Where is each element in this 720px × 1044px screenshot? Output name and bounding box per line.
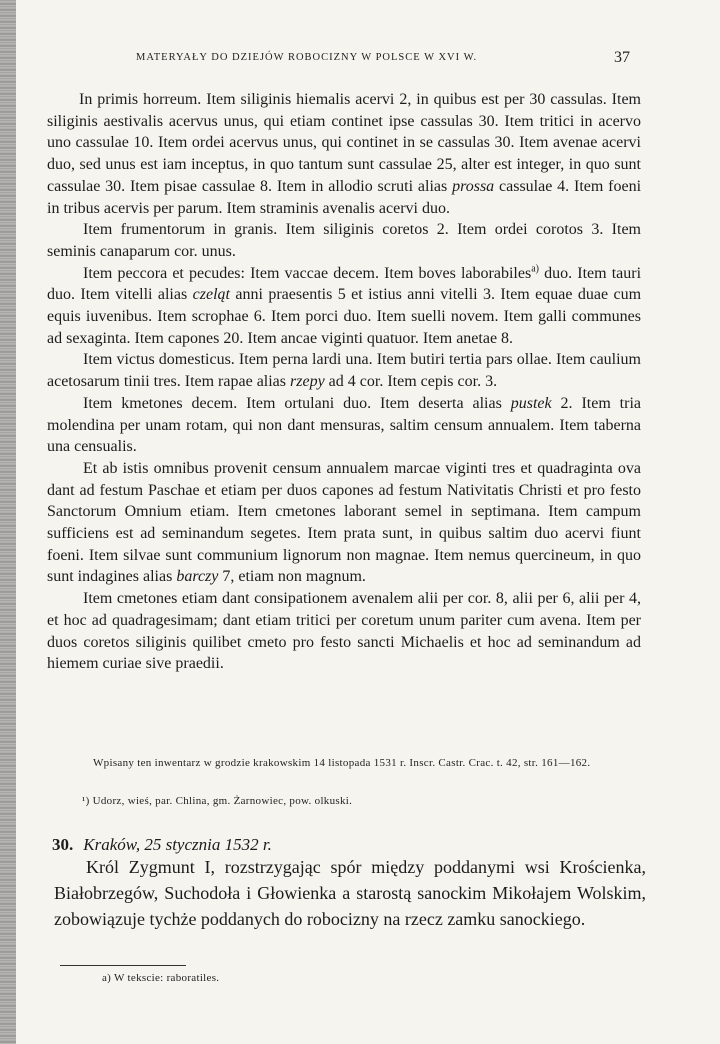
section-summary: Król Zygmunt I, rozstrzygając spór między poddanymi wsi Krościenka, Białobrzegów, Suchodoła i Głowienka a starostą sanockim Mikołajem Wolskim, zobowiązuje tychże poddanych do robocizny na rzecz zamku sanockiego.	[54, 857, 646, 929]
section-place-date: Kraków, 25 stycznia 1532 r.	[83, 835, 272, 854]
paragraph-victuals: Item victus domesticus. Item perna lardi una. Item butiri tertia pars ollae. Item caulium acetosarum tinii tres. Item rapae alias rzepy ad 4 cor. Item cepis cor. 3.	[47, 351, 641, 391]
paragraph-livestock: Item peccora et pecudes: Item vaccae decem. Item boves laborabiles$^{a)}$ duo. Item tauri duo. Item vitelli alias czeląt anni praesentis 5 et istius anni vitelli 3. Item equae duae cum equis iuvenibus. Item scrophae 6. Item porci duo. Item suelli novem. Item galli communes ad sexaginta. Item capones 20. Item ancae viginti quatuor. Item anetae 8.	[47, 263, 642, 347]
footnote-marker: a)	[531, 263, 539, 275]
paragraph-granary: In primis horreum. Item siliginis hiemalis acervi 2, in quibus est per 30 cassulas. Item siliginis aestivalis acervus unus, qui etiam continet ipse cassulas 30. Item tritici in acervo uno cassulae 10. Item ordei acervus unus, qui continet in se cassulas 30. Item avenae acervi duo, sed unus est iam inceptus, in quo tantum sunt cassulae 25, alter est integer, in quo sunt cassulae 30. Item pisae cassulae 8. Item in allodio scruti alias prossa cassulae 4. Item foeni in tribus acervis per parum. Item straminis avenalis acervi duo.	[47, 91, 642, 217]
paragraph-dues: Item cmetones etiam dant consipationem avenalem alii per cor. 8, alii per 6, alii per 4, et hoc ad quadragesimam; dant etiam tritici per coretum unum pariter cum avena. Item per duos coretos siliginis quilibet cmeto pro festo sancti Michaelis et hoc ad seminandum ad hiemem curiae sive praedii.	[47, 590, 641, 673]
binding-edge	[0, 0, 16, 1044]
paragraph-peasants: Item kmetones decem. Item ortulani duo. Item deserta alias pustek 2. Item tria molendina per unam rotam, qui non dant mensuras, saltim censum annualem. Item taberna una censualis.	[47, 394, 641, 456]
running-head: MATERYAŁY DO DZIEJÓW ROBOCIZNY W POLSCE W XVI W.	[136, 52, 478, 63]
vernacular-term: barczy	[176, 568, 219, 586]
vernacular-term: pustek	[510, 394, 552, 412]
section-heading	[52, 835, 272, 855]
page-number: 37	[614, 49, 630, 66]
vernacular-term: prossa	[452, 177, 495, 195]
footnote-textual: a) W tekscie: raboratiles.	[102, 972, 220, 984]
vernacular-term: czeląt	[192, 286, 230, 304]
paragraph-grain: Item frumentorum in granis. Item siliginis coretos 2. Item ordei corotos 3. Item seminis canaparum cor. unus.	[47, 221, 641, 260]
footnote-rule	[60, 965, 186, 966]
source-note: Wpisany ten inwentarz w grodzie krakowskim 14 listopada 1531 r. Inscr. Castr. Crac. t. 42, str. 161—162.	[93, 757, 591, 769]
section-number: 30.	[52, 835, 74, 854]
footnote-place: ¹) Udorz, wieś, par. Chlina, gm. Żarnowiec, pow. olkuski.	[82, 795, 353, 807]
paragraph-census: Et ab istis omnibus provenit censum annualem marcae viginti tres et quadraginta ova dant ad festum Paschae et etiam per duos capones ad festum Nativitatis Christi et pro festo Sanctorum Omnium etiam. Item cmetones laborant semel in septimana. Item campum sufficiens est ad seminandum segetes. Item prata sunt, in quibus saltim duo acervi fiunt foeni. Item silvae sunt communium lignorum non magnae. Item nemus quercineum, in quo sunt indagines alias barczy 7, etiam non magnum.	[47, 459, 641, 586]
inventory-text	[47, 89, 641, 675]
vernacular-term: rzepy	[290, 373, 325, 391]
